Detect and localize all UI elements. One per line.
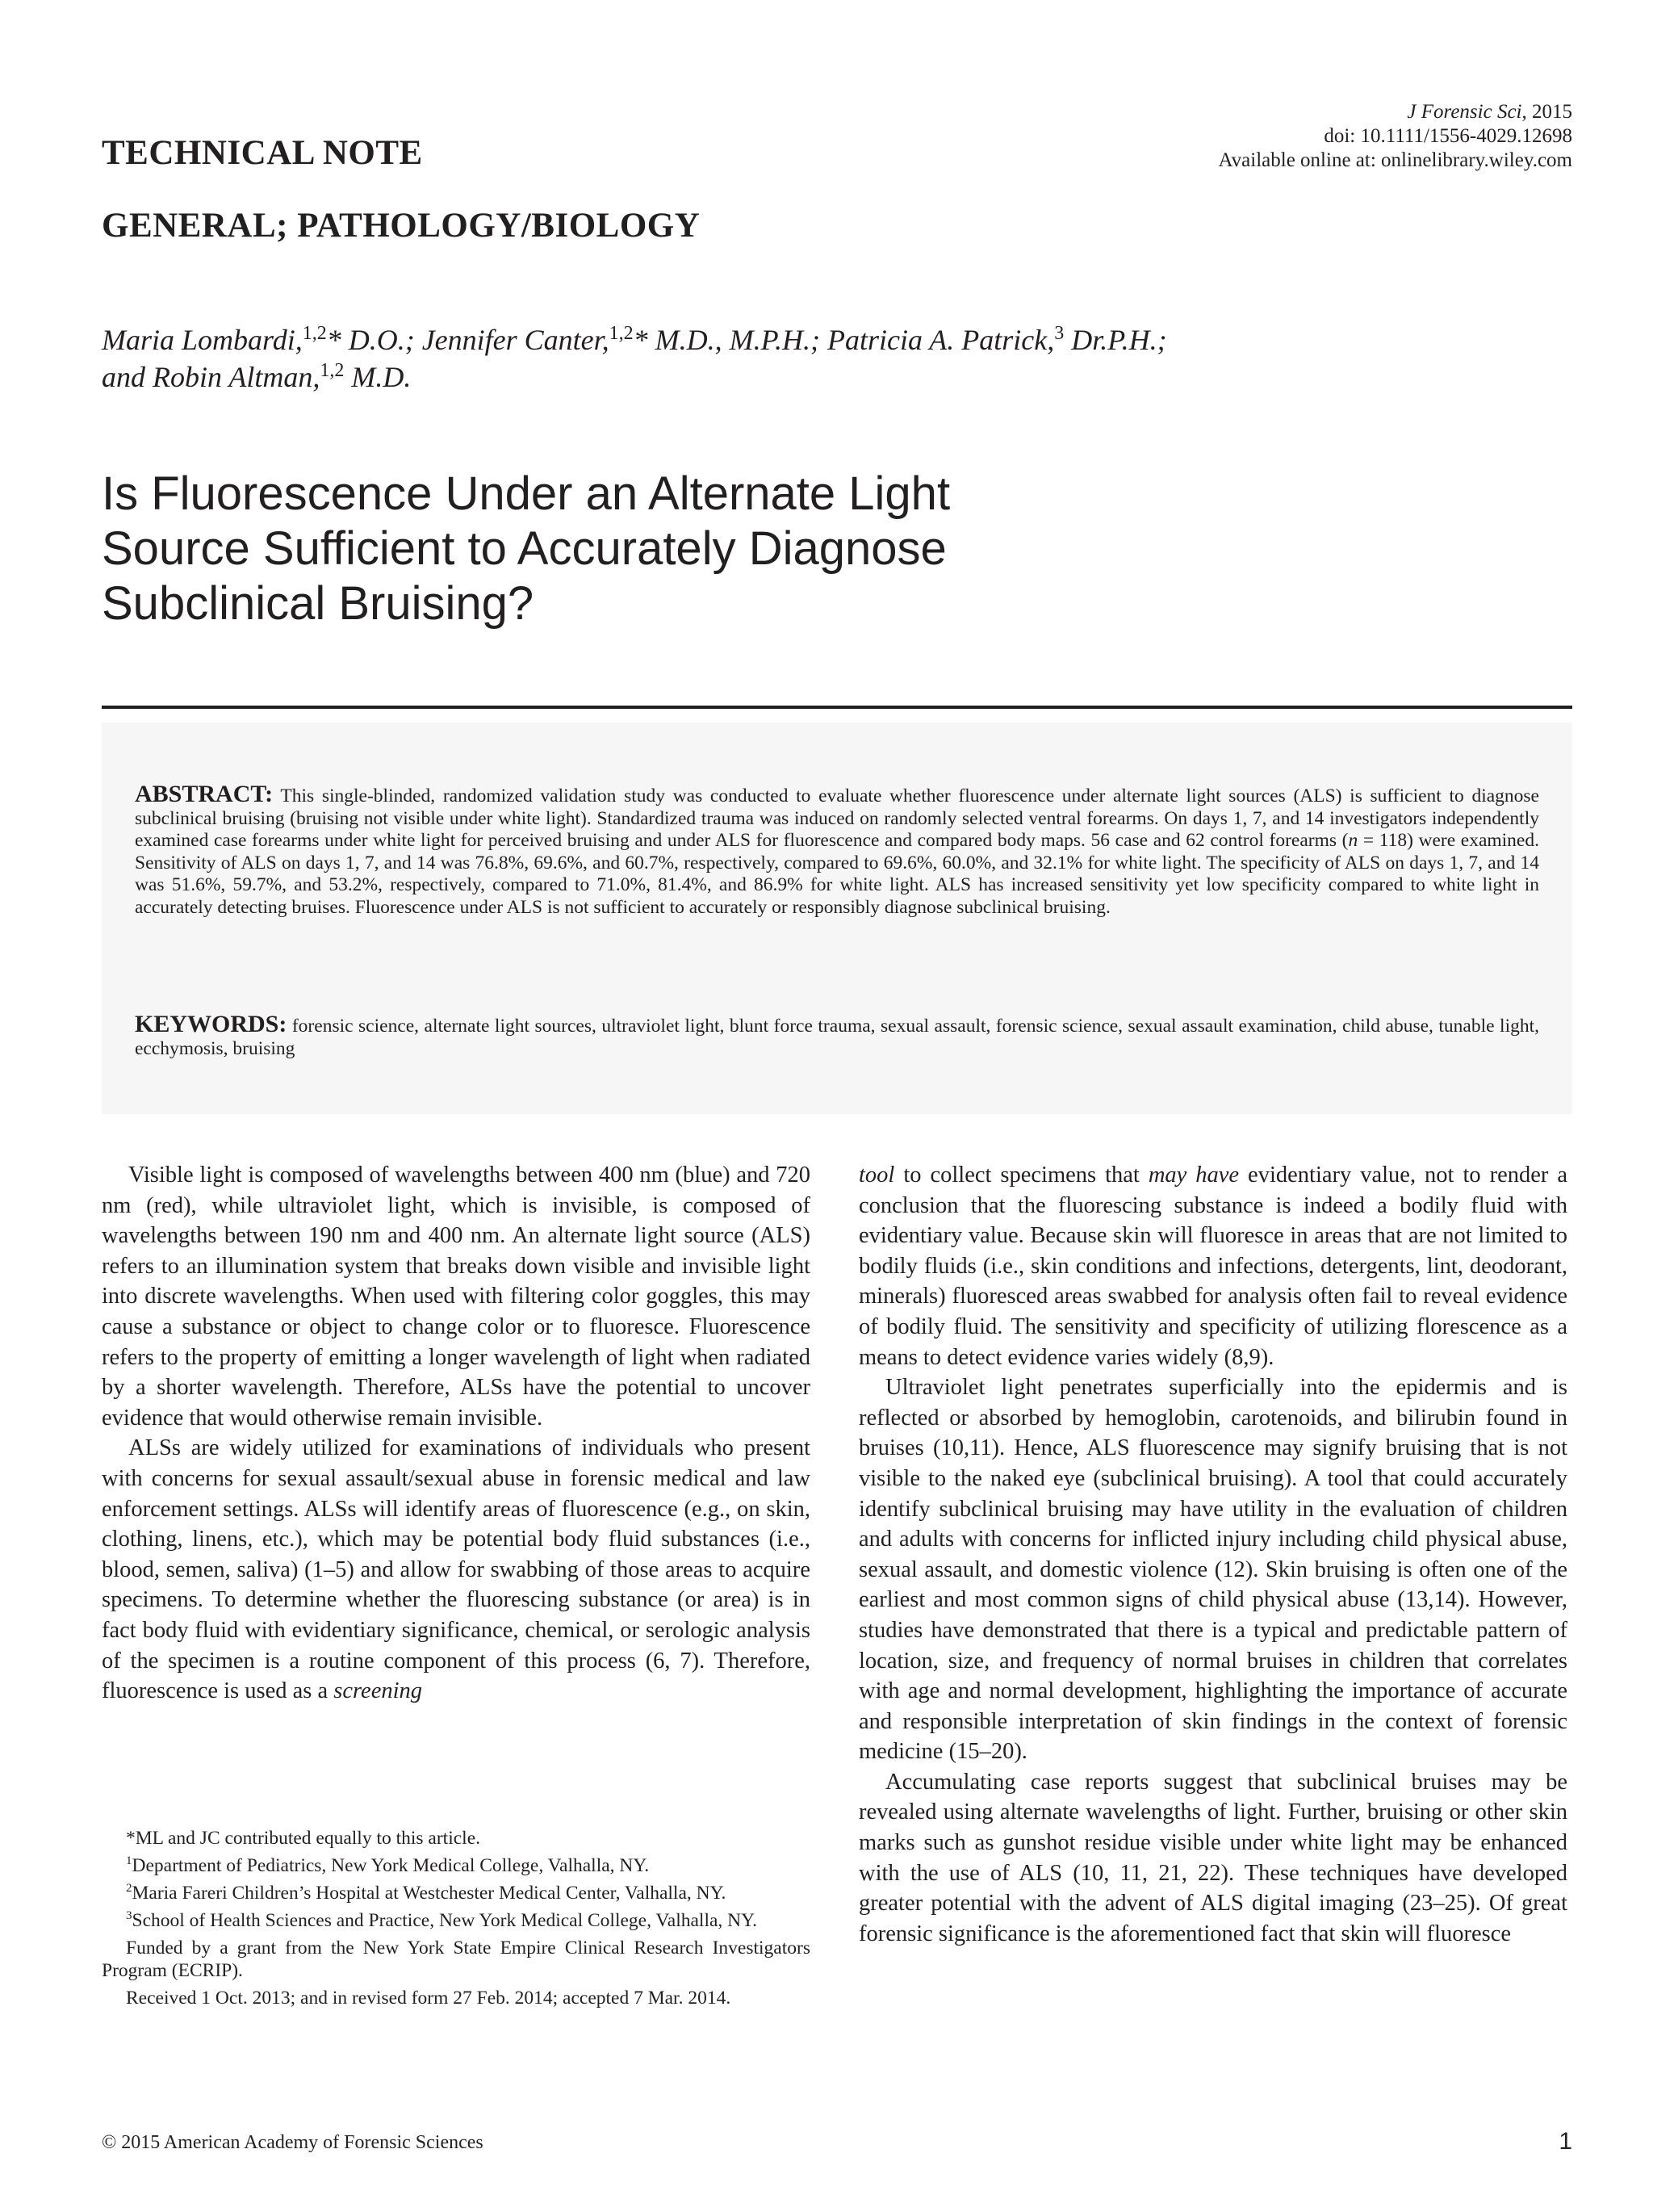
author-name: and Robin Altman,: [102, 361, 320, 393]
italic-text: may have: [1148, 1163, 1240, 1188]
journal-info: [1218, 100, 1572, 173]
abstract: [135, 783, 1539, 919]
footnote-text: School of Health Sciences and Practice, New York Medical College, Valhalla, NY.: [132, 1910, 757, 1931]
title-line: Subclinical Bruising?: [102, 577, 534, 630]
abstract-label: ABSTRACT:: [135, 781, 274, 807]
body-column-left: [102, 1160, 810, 1707]
paragraph-text: ALSs are widely utilized for examinations of individuals who present with concerns for sexual assault/sexual abuse in forensic medical and law enforcement settings. ALSs will identify areas of fluorescence (e.g., on skin, clothing, linens, etc.), which may be potential body fluid substances (i.e., blood, semen, saliva) (1–5) and allow for swabbing of those areas to acquire specimens. To determine whether the fluorescing substance (or area) is in fact body fluid with evidentiary significance, chemical, or serologic analysis of the specimen is a routine component of this process (6, 7). Therefore, fluorescence is used as a: [102, 1435, 810, 1704]
author-name: Maria Lombardi,: [102, 324, 303, 356]
paragraph-text: Ultraviolet light penetrates superficially into the epidermis and is reflected or absorbed by hemoglobin, carotenoids, and bilirubin found in bruises (10,11). Hence, ALS fluorescence may signify bruising that is not visible to the naked eye (subclinical bruising). A tool that could accurately identify subclinical bruising may have utility in the evaluation of children and adults with concerns for inflicted injury including child physical abuse, sexual assault, and domestic violence (12). Skin bruising is often one of the earliest and most common signs of child physical abuse (13,14). However, studies have demonstrated that there is a typical and predictable pattern of location, size, and frequency of normal bruises in children that correlates with age and normal development, highlighting the importance of accurate and responsible interpretation of skin findings in the context of forensic medicine (15–20).: [859, 1375, 1567, 1765]
paragraph: [859, 1767, 1567, 1950]
footnote: Funded by a grant from the New York State Empire Clinical Research Investigators Program (ECRIP).: [102, 1938, 810, 1981]
journal-citation: [1218, 100, 1572, 124]
paragraph: [859, 1160, 1567, 1372]
title-divider: [102, 706, 1572, 709]
footnote: [102, 1909, 810, 1932]
author-degree: * D.O.;: [326, 324, 415, 356]
footnote: Received 1 Oct. 2013; and in revised form 27 Feb. 2014; accepted 7 Mar. 2014.: [126, 1988, 731, 2009]
paragraph-text: to collect specimens that: [894, 1163, 1149, 1188]
author-degree: Dr.P.H.;: [1071, 324, 1167, 356]
abstract-text: This single-blinded, randomized validation study was conducted to evaluate whether fluorescence under alternate light sources (ALS) is sufficient to diagnose subclinical bruising (bruising not visible under white light). Standardized trauma was induced on randomly selected ventral forearms. On days 1, 7, and 14 investigators independently examined case forearms under white light for perceived bruising and under ALS for fluorescence and compared body maps. 56 case and 62 control forearms (: [135, 786, 1539, 851]
italic-text: tool: [859, 1163, 895, 1188]
footnote-marker: 2: [126, 1882, 132, 1896]
title-line: Source Sufficient to Accurately Diagnose: [102, 522, 947, 575]
paragraph: [859, 1372, 1567, 1767]
paragraph-text: Visible light is composed of wavelengths between 400 nm (blue) and 720 nm (red), while ultraviolet light, which is invisible, is composed of wavelengths between 190 nm and 400 nm. An alternate light source (ALS) refers to an illumination system that breaks down visible and invisible light into discrete wavelengths. When used with filtering color goggles, this may cause a substance or object to change color or to fluoresce. Fluorescence refers to the property of emitting a longer wavelength of light when radiated by a shorter wavelength. Therefore, ALSs have the potential to uncover evidence that would otherwise remain invisible.: [102, 1163, 810, 1431]
category-label: GENERAL; PATHOLOGY/BIOLOGY: [102, 207, 701, 245]
paragraph-text: Accumulating case reports suggest that subclinical bruises may be revealed using alternate wavelengths of light. Further, bruising or other skin marks such as gunshot residue visible under white light may be enhanced with the use of ALS (10, 11, 21, 22). These techniques have developed greater potential with the advent of ALS digital imaging (23–25). Of great forensic significance is the aforementioned fact that skin will fluoresce: [859, 1769, 1567, 1946]
footnote-text: Department of Pediatrics, New York Medical College, Valhalla, NY.: [132, 1855, 650, 1876]
journal-name: J Forensic Sci: [1407, 101, 1522, 123]
footnotes: [102, 1827, 810, 2014]
footnote: [102, 1854, 810, 1877]
journal-year: , 2015: [1521, 101, 1572, 123]
keywords-label: KEYWORDS:: [135, 1011, 287, 1037]
author-affiliation: 1,2: [302, 323, 327, 344]
footnote-text: Maria Fareri Children’s Hospital at Westchester Medical Center, Valhalla, NY.: [132, 1883, 726, 1904]
paper-title: [102, 467, 1111, 631]
author-name: Patricia A. Patrick,: [826, 324, 1055, 356]
footnote-marker: 3: [126, 1909, 132, 1923]
body-column-right: [859, 1160, 1567, 1949]
paragraph-text: evidentiary value, not to render a conclusion that the fluorescing substance is indeed a bodily fluid with evidentiary value. Because skin will fluoresce in areas that are not limited to bodily fluids (i.e., skin conditions and infections, detergents, lint, deodorant, minerals) fluoresced areas swabbed for analysis often fail to reveal evidence of bodily fluid. The sensitivity and specificity of utilizing florescence as a means to detect evidence varies widely (8,9).: [859, 1163, 1567, 1370]
italic-text: screening: [333, 1678, 423, 1704]
footnote-marker: 1: [126, 1854, 132, 1868]
keywords: [135, 1013, 1539, 1060]
n-symbol: n: [1348, 830, 1358, 851]
footnote: *ML and JC contributed equally to this article.: [126, 1828, 481, 1849]
author-affiliation: 1,2: [320, 360, 345, 381]
author-name: Jennifer Canter,: [421, 324, 609, 356]
abstract-text: = 118) were examined. Sensitivity of ALS on days 1, 7, and 14 was 76.8%, 69.6%, and 60.7%, respectively, compared to 69.6%, 60.0%, and 32.1% for white light. The specificity of ALS on days 1, 7, and 14 was 51.6%, 59.7%, and 53.2%, respectively, compared to 71.0%, 81.4%, and 86.9% for white light. ALS has increased sensitivity yet low specificity compared to white light in accurately detecting bruises. Fluorescence under ALS is not sufficient to accurately or responsibly diagnose subclinical bruising.: [135, 830, 1539, 918]
author-degree: * M.D., M.P.H.;: [633, 324, 820, 356]
footnote: [102, 1882, 810, 1904]
paragraph: [102, 1433, 810, 1706]
copyright: © 2015 American Academy of Forensic Sciences: [102, 2132, 483, 2153]
author-affiliation: 3: [1054, 323, 1065, 344]
author-list: [102, 321, 1474, 396]
author-degree: M.D.: [351, 361, 412, 393]
keywords-text: forensic science, alternate light sources, ultraviolet light, blunt force trauma, sexual assault, forensic science, sexual assault examination, child abuse, tunable light, ecchymosis, bruising: [135, 1016, 1540, 1059]
available-online: Available online at: onlinelibrary.wiley.com: [1218, 149, 1572, 171]
section-label: TECHNICAL NOTE: [102, 134, 423, 172]
doi: doi: 10.1111/1556-4029.12698: [1324, 125, 1572, 147]
paragraph: [102, 1160, 810, 1433]
title-line: Is Fluorescence Under an Alternate Light: [102, 467, 951, 520]
page-number: 1: [1559, 2128, 1572, 2155]
author-affiliation: 1,2: [609, 323, 634, 344]
